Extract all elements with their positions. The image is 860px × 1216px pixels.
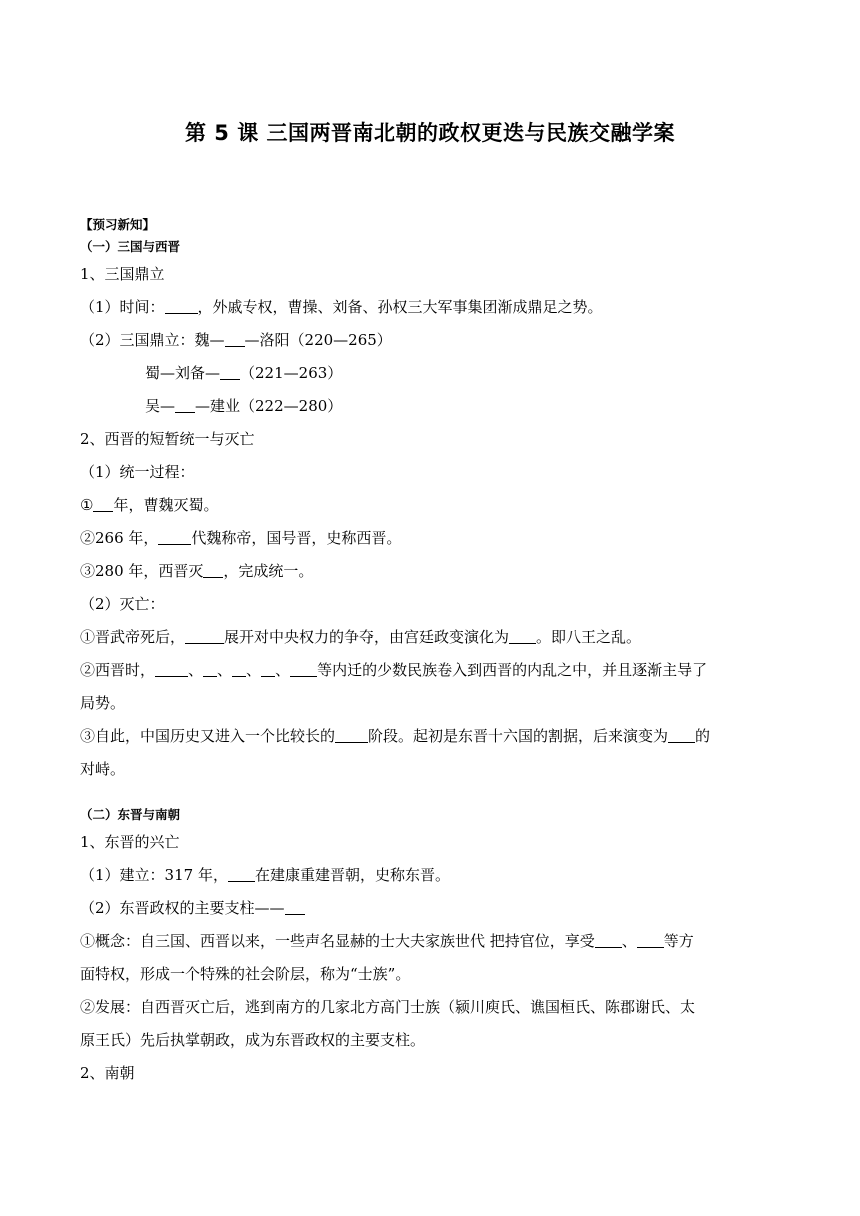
blank [93, 493, 113, 512]
unification-step-2: ②266 年， 代魏称帝，国号晋，史称西晋。 [80, 522, 790, 555]
western-jin-title: 2、西晋的短暂统一与灭亡 [80, 430, 255, 448]
document-body [80, 214, 790, 1090]
collapse-point-1: ①晋武帝死后， 展开对中央权力的争夺，由宫廷政变演化为 。即八王之乱。 [80, 621, 790, 654]
blank [595, 929, 622, 948]
blank [155, 658, 188, 677]
collapse-point-3: ③自此，中国历史又进入一个比较长的 阶段。起初是东晋十六国的割据，后来演变为 的 [80, 720, 790, 753]
blank [285, 896, 305, 915]
blank [165, 295, 198, 314]
page-title: 第 5 课 三国两晋南北朝的政权更迭与民族交融学案 [184, 121, 676, 145]
shu-line: 蜀—刘备— （221—263） [80, 357, 790, 390]
wu-line: 吴— —建业（222—280） [80, 390, 790, 423]
southern-dynasties-title: 2、南朝 [80, 1064, 135, 1082]
development-line-cont: 原王氏）先后执掌朝政，成为东晋政权的主要支柱。 [80, 1031, 426, 1049]
pillar-line: （2）东晋政权的主要支柱—— [80, 892, 790, 925]
blank [509, 625, 536, 644]
concept-line: ①概念：自三国、西晋以来，一些声名显赫的士大夫家族世代 把持官位，享受 、 等方 [80, 925, 790, 958]
blank [290, 658, 317, 677]
section-heading-eastern-jin: （二）东晋与南朝 [80, 807, 181, 822]
wei-line: （2）三国鼎立：魏— —洛阳（220—265） [80, 324, 790, 357]
blank [175, 394, 195, 413]
blank [158, 526, 191, 545]
blank [220, 361, 240, 380]
unification-step-1: ① 年，曹魏灭蜀。 [80, 489, 790, 522]
blank [203, 658, 217, 677]
collapse-point-2: ②西晋时， 、 、 、 、 等内迁的少数民族卷入到西晋的内乱之中，并且逐渐主导了 [80, 654, 790, 687]
development-line: ②发展：自西晋灭亡后，逃到南方的几家北方高门士族（颍川庾氏、谯国桓氏、陈郡谢氏、太 [80, 998, 696, 1016]
eastern-jin-title: 1、东晋的兴亡 [80, 833, 180, 851]
blank [232, 658, 246, 677]
collapse-point-2-cont: 局势。 [80, 694, 126, 712]
blank [668, 724, 695, 743]
collapse-point-3-cont: 对峙。 [80, 760, 126, 778]
concept-line-cont: 面特权，形成一个特殊的社会阶层，称为“士族”。 [80, 965, 411, 983]
blank [637, 929, 664, 948]
blank [261, 658, 275, 677]
blank [225, 328, 245, 347]
unification-process-label: （1）统一过程： [80, 463, 195, 481]
collapse-label: （2）灭亡： [80, 595, 165, 613]
establishment-line: （1）建立：317 年， 在建康重建晋朝，史称东晋。 [80, 859, 790, 892]
blank [203, 559, 223, 578]
blank [185, 625, 224, 644]
three-kingdoms-title: 1、三国鼎立 [80, 265, 165, 283]
time-line: （1）时间： ，外戚专权，曹操、刘备、孙权三大军事集团渐成鼎足之势。 [80, 291, 790, 324]
blank [335, 724, 368, 743]
section-heading-three-kingdoms: （一）三国与西晋 [80, 239, 181, 254]
unification-step-3: ③280 年，西晋灭 ，完成统一。 [80, 555, 790, 588]
preview-header: 【预习新知】 [80, 217, 156, 232]
blank [228, 863, 255, 882]
